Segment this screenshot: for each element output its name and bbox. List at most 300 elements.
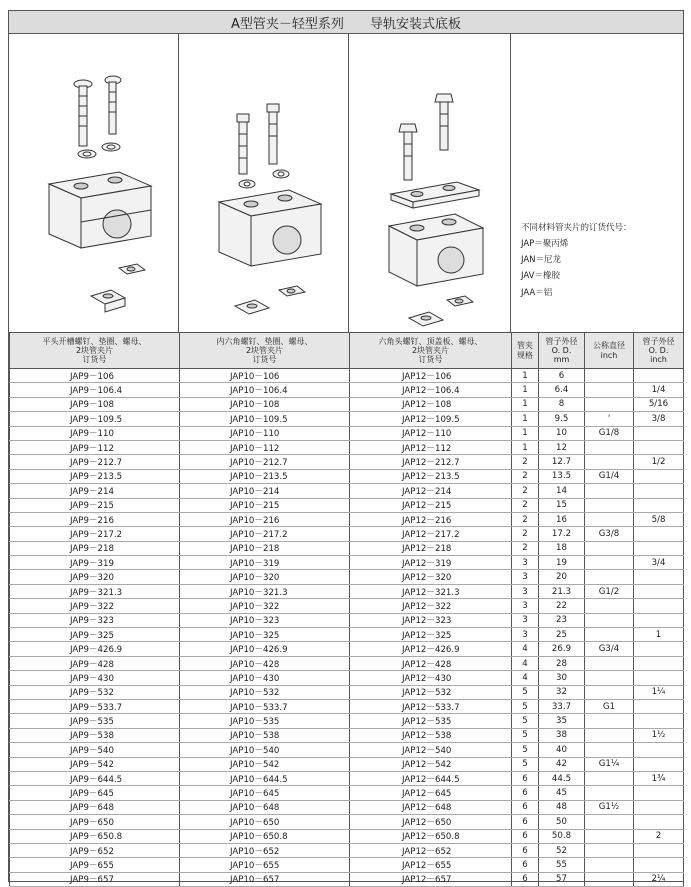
cell-od-mm: 9.5: [539, 412, 585, 426]
cell-clamp-size: 2: [512, 527, 539, 541]
cell-clamp-size: 6: [512, 872, 539, 886]
cell-order-slotted: JAP9－657: [10, 872, 180, 886]
cell-order-socket: JAP10－214: [180, 484, 350, 498]
cell-od-inch: 1½: [634, 728, 684, 742]
cell-nominal-inch: G1/2: [585, 584, 634, 598]
material-code-item: JAA＝铝: [521, 287, 553, 298]
illustration-hex-screw-cover-plate: [349, 34, 511, 332]
cell-od-inch: [634, 671, 684, 685]
cell-order-socket: JAP10－645: [180, 786, 350, 800]
cell-order-hex: JAP12－542: [350, 757, 512, 771]
product-illustrations: [9, 34, 683, 332]
table-row: [10, 771, 684, 785]
cell-order-slotted: JAP9－533.7: [10, 699, 180, 713]
cell-nominal-inch: [585, 556, 634, 570]
cell-od-mm: 13.5: [539, 469, 585, 483]
cell-order-slotted: JAP9－108: [10, 397, 180, 411]
cell-order-hex: JAP12－535: [350, 714, 512, 728]
cell-order-hex: JAP12－319: [350, 556, 512, 570]
cell-order-socket: JAP10－652: [180, 843, 350, 857]
cell-order-slotted: JAP9－212.7: [10, 455, 180, 469]
cell-clamp-size: 2: [512, 469, 539, 483]
cell-order-slotted: JAP9－215: [10, 498, 180, 512]
cell-nominal-inch: G1½: [585, 800, 634, 814]
cell-od-inch: 5/8: [634, 512, 684, 526]
cell-order-socket: JAP10－325: [180, 628, 350, 642]
cell-order-slotted: JAP9－218: [10, 541, 180, 555]
cell-clamp-size: 6: [512, 829, 539, 843]
cell-order-slotted: JAP9－655: [10, 858, 180, 872]
clamp-drawing-2: [179, 34, 349, 332]
cell-clamp-size: 1: [512, 440, 539, 454]
cell-clamp-size: 5: [512, 757, 539, 771]
cell-order-socket: JAP10－218: [180, 541, 350, 555]
table-row: [10, 556, 684, 570]
illustration-socket-screw-clamp: [179, 34, 349, 332]
cell-order-socket: JAP10－217.2: [180, 527, 350, 541]
cell-od-mm: 33.7: [539, 699, 585, 713]
cell-od-inch: [634, 815, 684, 829]
table-row: [10, 800, 684, 814]
cell-nominal-inch: [585, 484, 634, 498]
cell-clamp-size: 4: [512, 671, 539, 685]
cell-od-inch: [634, 440, 684, 454]
cell-od-mm: 55: [539, 858, 585, 872]
cell-od-mm: 18: [539, 541, 585, 555]
cell-clamp-size: 5: [512, 743, 539, 757]
cell-nominal-inch: [585, 786, 634, 800]
cell-order-hex: JAP12－320: [350, 570, 512, 584]
table-row: [10, 527, 684, 541]
cell-clamp-size: 6: [512, 800, 539, 814]
table-row: [10, 584, 684, 598]
cell-order-hex: JAP12－538: [350, 728, 512, 742]
cell-nominal-inch: [585, 685, 634, 699]
cell-order-socket: JAP10－538: [180, 728, 350, 742]
cell-order-socket: JAP10－428: [180, 656, 350, 670]
cell-order-socket: JAP10－212.7: [180, 455, 350, 469]
cell-order-hex: JAP12－321.3: [350, 584, 512, 598]
cell-nominal-inch: G3/8: [585, 527, 634, 541]
cell-clamp-size: 2: [512, 498, 539, 512]
cell-order-hex: JAP12－655: [350, 858, 512, 872]
cell-od-mm: 8: [539, 397, 585, 411]
cell-nominal-inch: G1/4: [585, 469, 634, 483]
cell-order-socket: JAP10－644.5: [180, 771, 350, 785]
cell-od-inch: 3/8: [634, 412, 684, 426]
cell-clamp-size: 3: [512, 556, 539, 570]
table-row: [10, 455, 684, 469]
table-header-row: [10, 333, 684, 369]
table-row: [10, 628, 684, 642]
cell-order-slotted: JAP9－214: [10, 484, 180, 498]
cell-od-inch: [634, 843, 684, 857]
order-table: [9, 332, 684, 887]
cell-od-mm: 23: [539, 613, 585, 627]
table-row: [10, 786, 684, 800]
cell-clamp-size: 1: [512, 383, 539, 397]
cell-od-inch: 2¼: [634, 872, 684, 886]
cell-nominal-inch: [585, 872, 634, 886]
cell-order-socket: JAP10－655: [180, 858, 350, 872]
header-slotted-screw-order: 平头开槽螺钉、垫圈、螺母、 2块管夹片 订货号: [10, 333, 180, 369]
cell-clamp-size: 5: [512, 699, 539, 713]
catalog-sheet: [8, 10, 684, 886]
cell-clamp-size: 3: [512, 570, 539, 584]
cell-od-mm: 14: [539, 484, 585, 498]
cell-order-hex: JAP12－215: [350, 498, 512, 512]
table-row: [10, 829, 684, 843]
cell-order-hex: JAP12－533.7: [350, 699, 512, 713]
cell-order-socket: JAP10－323: [180, 613, 350, 627]
cell-clamp-size: 6: [512, 786, 539, 800]
table-row: [10, 383, 684, 397]
material-code-heading: 不同材料管夹片的订货代号：: [521, 223, 632, 233]
cell-clamp-size: 3: [512, 599, 539, 613]
cell-od-inch: [634, 786, 684, 800]
cell-clamp-size: 1: [512, 412, 539, 426]
header-clamp-size: 管夹 规格: [512, 333, 539, 369]
cell-od-inch: [634, 757, 684, 771]
cell-od-inch: [634, 484, 684, 498]
table-row: [10, 671, 684, 685]
cell-od-inch: [634, 541, 684, 555]
cell-od-inch: 1¾: [634, 771, 684, 785]
table-row: [10, 699, 684, 713]
cell-nominal-inch: [585, 599, 634, 613]
cell-order-hex: JAP12－428: [350, 656, 512, 670]
cell-order-hex: JAP12－214: [350, 484, 512, 498]
cell-nominal-inch: [585, 656, 634, 670]
cell-od-mm: 6.4: [539, 383, 585, 397]
cell-order-socket: JAP10－216: [180, 512, 350, 526]
cell-nominal-inch: [585, 397, 634, 411]
cell-clamp-size: 2: [512, 541, 539, 555]
cell-clamp-size: 6: [512, 843, 539, 857]
cell-od-mm: 50.8: [539, 829, 585, 843]
cell-nominal-inch: [585, 369, 634, 383]
material-code-item: JAV＝橡胶: [521, 271, 560, 282]
cell-nominal-inch: G1¼: [585, 757, 634, 771]
cell-od-mm: 35: [539, 714, 585, 728]
cell-order-slotted: JAP9－320: [10, 570, 180, 584]
table-row: [10, 412, 684, 426]
title-series: A型管夹－轻型系列: [231, 16, 344, 32]
cell-od-inch: [634, 656, 684, 670]
cell-od-inch: [634, 498, 684, 512]
cell-order-slotted: JAP9－542: [10, 757, 180, 771]
cell-order-slotted: JAP9－428: [10, 656, 180, 670]
table-row: [10, 743, 684, 757]
material-code-item: JAP＝聚丙烯: [521, 239, 569, 250]
cell-od-mm: 50: [539, 815, 585, 829]
cell-od-inch: [634, 570, 684, 584]
table-row: [10, 426, 684, 440]
cell-clamp-size: 6: [512, 858, 539, 872]
cell-order-hex: JAP12－110: [350, 426, 512, 440]
table-row: [10, 613, 684, 627]
cell-order-socket: JAP10－109.5: [180, 412, 350, 426]
cell-clamp-size: 2: [512, 455, 539, 469]
cell-clamp-size: 3: [512, 628, 539, 642]
cell-od-mm: 6: [539, 369, 585, 383]
cell-clamp-size: 1: [512, 397, 539, 411]
cell-od-mm: 17.2: [539, 527, 585, 541]
cell-nominal-inch: G1/8: [585, 426, 634, 440]
cell-order-socket: JAP10－112: [180, 440, 350, 454]
cell-od-mm: 38: [539, 728, 585, 742]
cell-clamp-size: 1: [512, 426, 539, 440]
cell-od-mm: 16: [539, 512, 585, 526]
cell-order-slotted: JAP9－321.3: [10, 584, 180, 598]
cell-order-hex: JAP12－323: [350, 613, 512, 627]
cell-order-hex: JAP12－644.5: [350, 771, 512, 785]
cell-od-inch: 1/4: [634, 383, 684, 397]
cell-order-socket: JAP10－650.8: [180, 829, 350, 843]
cell-nominal-inch: [585, 728, 634, 742]
cell-order-socket: JAP10－110: [180, 426, 350, 440]
cell-od-mm: 22: [539, 599, 585, 613]
cell-nominal-inch: [585, 613, 634, 627]
cell-order-socket: JAP10－215: [180, 498, 350, 512]
table-row: [10, 714, 684, 728]
cell-order-socket: JAP10－213.5: [180, 469, 350, 483]
cell-order-slotted: JAP9－535: [10, 714, 180, 728]
cell-nominal-inch: [585, 570, 634, 584]
cell-nominal-inch: [585, 743, 634, 757]
cell-od-inch: [634, 426, 684, 440]
cell-od-inch: 1¼: [634, 685, 684, 699]
cell-order-socket: JAP10－540: [180, 743, 350, 757]
cell-order-hex: JAP12－106: [350, 369, 512, 383]
cell-od-mm: 12: [539, 440, 585, 454]
table-row: [10, 369, 684, 383]
cell-od-mm: 19: [539, 556, 585, 570]
cell-order-hex: JAP12－426.9: [350, 642, 512, 656]
cell-order-hex: JAP12－325: [350, 628, 512, 642]
cell-order-socket: JAP10－106: [180, 369, 350, 383]
table-row: [10, 728, 684, 742]
cell-od-mm: 20: [539, 570, 585, 584]
cell-clamp-size: 3: [512, 584, 539, 598]
cell-nominal-inch: [585, 714, 634, 728]
cell-od-mm: 10: [539, 426, 585, 440]
cell-order-socket: JAP10－648: [180, 800, 350, 814]
material-code-list: [521, 220, 632, 301]
table-row: [10, 858, 684, 872]
cell-order-slotted: JAP9－325: [10, 628, 180, 642]
cell-order-socket: JAP10－430: [180, 671, 350, 685]
cell-od-mm: 15: [539, 498, 585, 512]
cell-clamp-size: 1: [512, 369, 539, 383]
cell-nominal-inch: [585, 383, 634, 397]
cell-order-slotted: JAP9－532: [10, 685, 180, 699]
cell-order-socket: JAP10－650: [180, 815, 350, 829]
cell-order-slotted: JAP9－112: [10, 440, 180, 454]
cell-order-slotted: JAP9－650: [10, 815, 180, 829]
cell-od-inch: 2: [634, 829, 684, 843]
cell-order-hex: JAP12－645: [350, 786, 512, 800]
cell-order-socket: JAP10－533.7: [180, 699, 350, 713]
cell-order-slotted: JAP9－430: [10, 671, 180, 685]
cell-od-mm: 28: [539, 656, 585, 670]
table-row: [10, 570, 684, 584]
table-row: [10, 440, 684, 454]
cell-order-slotted: JAP9－648: [10, 800, 180, 814]
cell-od-mm: 12.7: [539, 455, 585, 469]
cell-order-socket: JAP10－319: [180, 556, 350, 570]
table-row: [10, 656, 684, 670]
cell-nominal-inch: [585, 671, 634, 685]
cell-order-hex: JAP12－532: [350, 685, 512, 699]
table-row: [10, 498, 684, 512]
clamp-drawing-3: [349, 34, 511, 332]
cell-nominal-inch: [585, 512, 634, 526]
cell-clamp-size: 4: [512, 642, 539, 656]
cell-od-inch: [634, 858, 684, 872]
title-mounting: 导轨安装式底板: [369, 16, 461, 32]
cell-order-socket: JAP10－426.9: [180, 642, 350, 656]
cell-order-slotted: JAP9－645: [10, 786, 180, 800]
table-row: [10, 843, 684, 857]
cell-order-hex: JAP12－212.7: [350, 455, 512, 469]
title-bar: [9, 11, 683, 34]
cell-nominal-inch: [585, 815, 634, 829]
cell-od-inch: 1/2: [634, 455, 684, 469]
cell-clamp-size: 6: [512, 771, 539, 785]
cell-od-inch: [634, 369, 684, 383]
cell-od-inch: [634, 613, 684, 627]
cell-clamp-size: 2: [512, 484, 539, 498]
cell-od-inch: [634, 743, 684, 757]
order-number-table: [9, 332, 683, 887]
cell-order-socket: JAP10－657: [180, 872, 350, 886]
cell-od-inch: [634, 584, 684, 598]
clamp-drawing-1: [9, 34, 179, 332]
table-row: [10, 512, 684, 526]
cell-order-hex: JAP12－217.2: [350, 527, 512, 541]
cell-nominal-inch: [585, 843, 634, 857]
table-row: [10, 872, 684, 886]
cell-od-inch: [634, 642, 684, 656]
table-row: [10, 469, 684, 483]
cell-od-mm: 52: [539, 843, 585, 857]
cell-order-slotted: JAP9－540: [10, 743, 180, 757]
cell-order-hex: JAP12－112: [350, 440, 512, 454]
cell-od-inch: [634, 800, 684, 814]
cell-order-socket: JAP10－321.3: [180, 584, 350, 598]
cell-od-mm: 21.3: [539, 584, 585, 598]
cell-order-slotted: JAP9－322: [10, 599, 180, 613]
table-row: [10, 757, 684, 771]
cell-clamp-size: 5: [512, 714, 539, 728]
cell-order-hex: JAP12－650.8: [350, 829, 512, 843]
cell-nominal-inch: [585, 628, 634, 642]
cell-nominal-inch: G1: [585, 699, 634, 713]
cell-nominal-inch: [585, 541, 634, 555]
cell-order-slotted: JAP9－217.2: [10, 527, 180, 541]
cell-order-slotted: JAP9－216: [10, 512, 180, 526]
cell-nominal-inch: [585, 858, 634, 872]
cell-od-inch: [634, 714, 684, 728]
cell-od-inch: [634, 699, 684, 713]
cell-od-mm: 57: [539, 872, 585, 886]
cell-nominal-inch: [585, 771, 634, 785]
cell-od-inch: [634, 527, 684, 541]
cell-order-hex: JAP12－109.5: [350, 412, 512, 426]
cell-order-slotted: JAP9－426.9: [10, 642, 180, 656]
cell-nominal-inch: G3/4: [585, 642, 634, 656]
header-socket-screw-order: 内六角螺钉、垫圈、螺母、 2块管夹片 订货号: [180, 333, 350, 369]
table-row: [10, 685, 684, 699]
cell-order-hex: JAP12－657: [350, 872, 512, 886]
cell-order-socket: JAP10－322: [180, 599, 350, 613]
material-code-panel: [511, 34, 683, 332]
table-row: [10, 642, 684, 656]
cell-od-mm: 40: [539, 743, 585, 757]
cell-order-slotted: JAP9－213.5: [10, 469, 180, 483]
cell-order-slotted: JAP9－650.8: [10, 829, 180, 843]
cell-order-hex: JAP12－108: [350, 397, 512, 411]
cell-clamp-size: 5: [512, 685, 539, 699]
cell-order-slotted: JAP9－109.5: [10, 412, 180, 426]
cell-clamp-size: 3: [512, 613, 539, 627]
illustration-slotted-screw-clamp: [9, 34, 179, 332]
cell-order-slotted: JAP9－319: [10, 556, 180, 570]
cell-order-slotted: JAP9－538: [10, 728, 180, 742]
cell-order-hex: JAP12－652: [350, 843, 512, 857]
cell-nominal-inch: [585, 498, 634, 512]
table-body: [10, 369, 684, 887]
cell-order-hex: JAP12－540: [350, 743, 512, 757]
cell-order-socket: JAP10－535: [180, 714, 350, 728]
cell-od-mm: 32: [539, 685, 585, 699]
cell-od-mm: 30: [539, 671, 585, 685]
header-od-mm: 管子外径 O. D. mm: [539, 333, 585, 369]
cell-clamp-size: 5: [512, 728, 539, 742]
table-row: [10, 599, 684, 613]
cell-order-socket: JAP10－320: [180, 570, 350, 584]
cell-order-slotted: JAP9－110: [10, 426, 180, 440]
cell-nominal-inch: [585, 455, 634, 469]
cell-od-mm: 26.9: [539, 642, 585, 656]
table-row: [10, 815, 684, 829]
cell-order-hex: JAP12－106.4: [350, 383, 512, 397]
header-od-inch: 管子外径 O. D. inch: [634, 333, 684, 369]
table-row: [10, 484, 684, 498]
cell-order-hex: JAP12－213.5: [350, 469, 512, 483]
cell-order-slotted: JAP9－106: [10, 369, 180, 383]
cell-order-hex: JAP12－648: [350, 800, 512, 814]
cell-nominal-inch: [585, 440, 634, 454]
cell-od-mm: 45: [539, 786, 585, 800]
cell-od-inch: 1: [634, 628, 684, 642]
cell-od-inch: [634, 599, 684, 613]
table-row: [10, 541, 684, 555]
cell-od-mm: 44.5: [539, 771, 585, 785]
cell-order-hex: JAP12－322: [350, 599, 512, 613]
cell-od-mm: 48: [539, 800, 585, 814]
material-code-item: JAN＝尼龙: [521, 255, 562, 266]
cell-od-inch: 3/4: [634, 556, 684, 570]
cell-order-hex: JAP12－650: [350, 815, 512, 829]
cell-nominal-inch: [585, 829, 634, 843]
cell-od-mm: 25: [539, 628, 585, 642]
cell-order-slotted: JAP9－106.4: [10, 383, 180, 397]
cell-order-socket: JAP10－106.4: [180, 383, 350, 397]
cell-clamp-size: 4: [512, 656, 539, 670]
cell-order-hex: JAP12－216: [350, 512, 512, 526]
